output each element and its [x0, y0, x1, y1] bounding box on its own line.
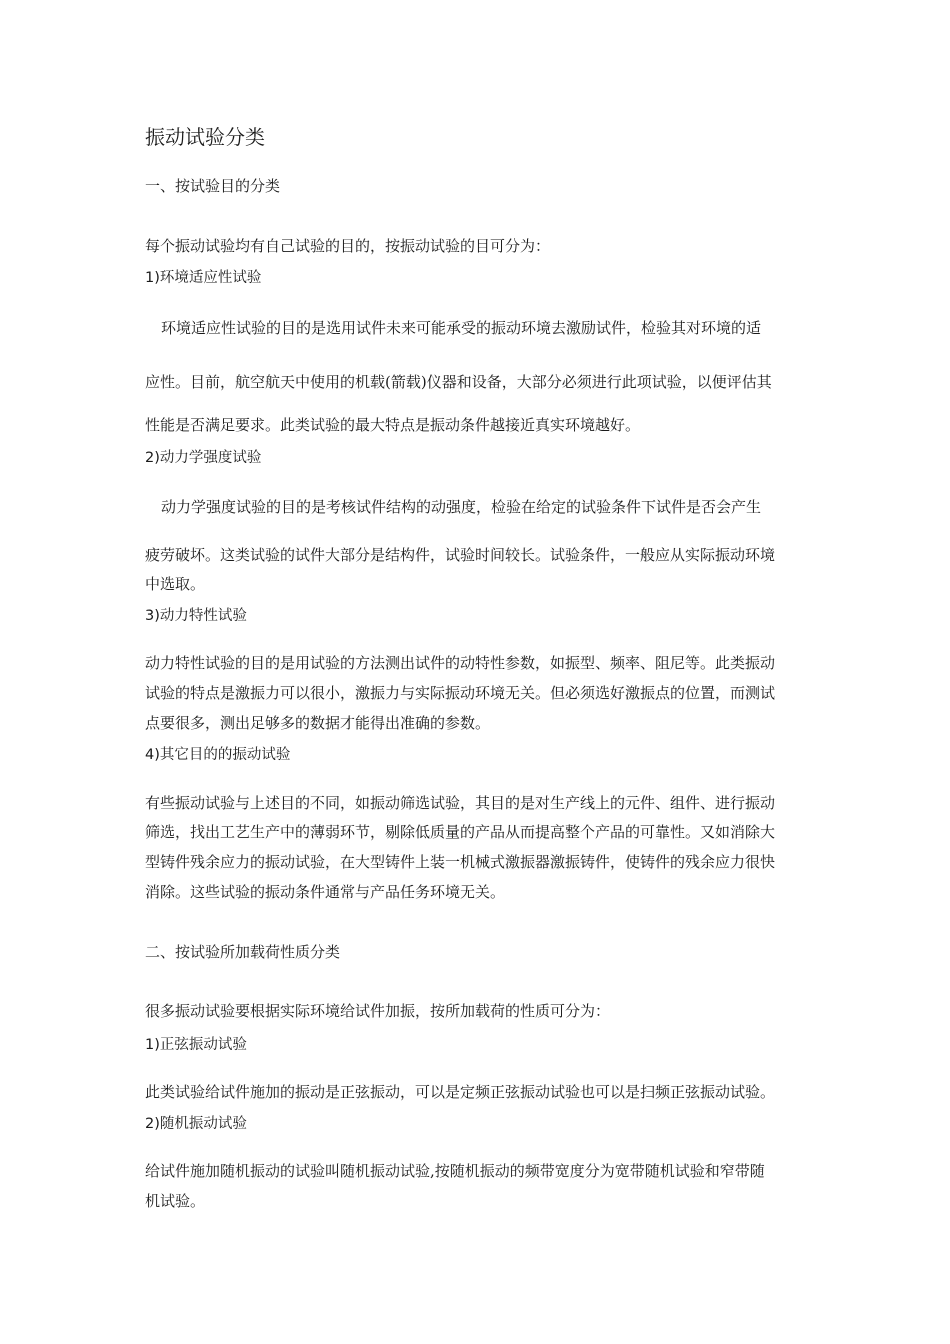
item-3-line-1: 动力特性试验的目的是用试验的方法测出试件的动特性参数，如振型、频率、阻尼等。此类振动 [145, 654, 776, 672]
section-heading-1: 一、按试验目的分类 [145, 177, 281, 195]
sub-item-2-title: 2)随机振动试验 [145, 1116, 247, 1132]
item-1-line-3: 性能是否满足要求。此类试验的最大特点是振动条件越接近真实环境越好。 [145, 416, 641, 434]
sub-item-1-line-1: 此类试验给试件施加的振动是正弦振动，可以是定频正弦振动试验也可以是扫频正弦振动试验。 [145, 1083, 776, 1101]
sub-item-2-line-1: 给试件施加随机振动的试验叫随机振动试验,按随机振动的频带宽度分为宽带随机试验和窄带随 [145, 1162, 765, 1180]
item-4-line-4: 消除。这些试验的振动条件通常与产品任务环境无关。 [145, 883, 506, 901]
item-4-title: 4)其它目的的振动试验 [145, 747, 291, 763]
item-2-line-1: 动力学强度试验的目的是考核试件结构的动强度，检验在给定的试验条件下试件是否会产生 [161, 498, 762, 516]
item-1-line-2: 应性。目前，航空航天中使用的机载(箭载)仪器和设备，大部分必须进行此项试验，以便评估其 [145, 373, 772, 391]
page-title: 振动试验分类 [145, 125, 265, 149]
item-3-line-2: 试验的特点是激振力可以很小，激振力与实际振动环境无关。但必须选好激振点的位置，而测试 [145, 684, 776, 702]
item-1-title: 1)环境适应性试验 [145, 270, 262, 286]
section-2-intro: 很多振动试验要根据实际环境给试件加振，按所加载荷的性质可分为： [145, 1002, 611, 1020]
sub-item-2-line-2: 机试验。 [145, 1192, 206, 1210]
section-1-intro: 每个振动试验均有自己试验的目的，按振动试验的目可分为： [145, 237, 551, 255]
item-3-title: 3)动力特性试验 [145, 608, 247, 624]
item-4-line-1: 有些振动试验与上述目的不同，如振动筛选试验，其目的是对生产线上的元件、组件、进行振动 [145, 794, 776, 812]
sub-item-1-title: 1)正弦振动试验 [145, 1037, 247, 1053]
item-4-line-2: 筛选，找出工艺生产中的薄弱环节，剔除低质量的产品从而提高整个产品的可靠性。又如消除大 [145, 823, 776, 841]
item-2-line-2: 疲劳破坏。这类试验的试件大部分是结构件，试验时间较长。试验条件，一般应从实际振动环境 [145, 546, 776, 564]
section-heading-2: 二、按试验所加载荷性质分类 [145, 943, 341, 961]
item-3-line-3: 点要很多，测出足够多的数据才能得出准确的参数。 [145, 714, 491, 732]
item-4-line-3: 型铸件残余应力的振动试验，在大型铸件上装一机械式激振器激振铸件，使铸件的残余应力很快 [145, 853, 776, 871]
item-2-line-3: 中选取。 [145, 575, 206, 593]
item-1-line-1: 环境适应性试验的目的是选用试件未来可能承受的振动环境去激励试件，检验其对环境的适 [161, 319, 762, 337]
item-2-title: 2)动力学强度试验 [145, 450, 262, 466]
